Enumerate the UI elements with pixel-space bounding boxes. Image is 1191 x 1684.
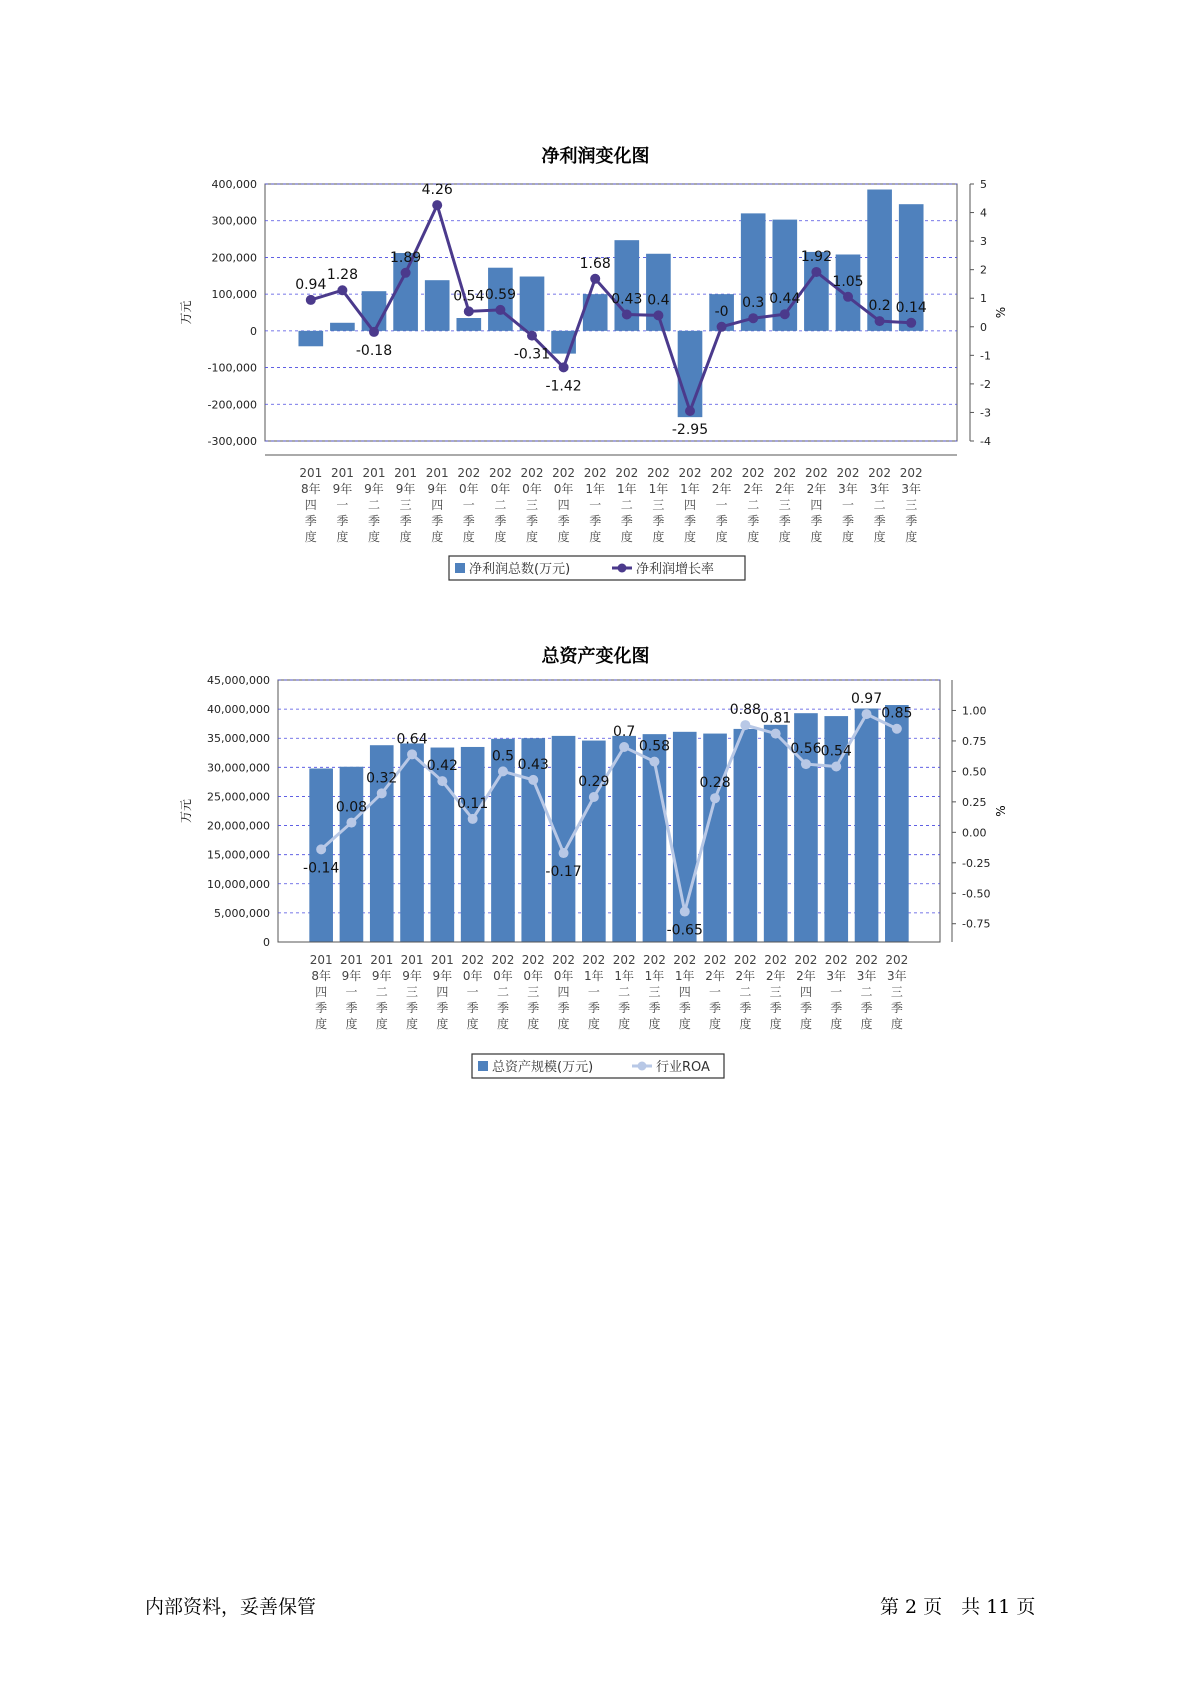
line-point [528, 775, 538, 785]
x-tick-label: 202 1年一季度 [583, 466, 607, 544]
line-point [771, 729, 781, 739]
y2-tick-label: 2 [980, 263, 987, 277]
line-point [559, 362, 569, 372]
line-point [527, 331, 537, 341]
legend-bar-label: 净利润总数(万元) [469, 562, 571, 577]
y2-tick-label: -4 [980, 435, 991, 448]
line-point [432, 200, 442, 210]
line-point [316, 844, 326, 854]
total-assets-chart [0, 630, 1191, 1100]
data-label: 1.28 [326, 267, 358, 284]
data-label: -2.95 [671, 422, 709, 439]
data-label: 0.42 [426, 758, 458, 775]
bar [461, 747, 485, 942]
y-tick-label: 35,000,000 [207, 732, 270, 746]
line-point [740, 720, 750, 730]
legend-line-marker [638, 1062, 647, 1071]
data-label: 0.2 [868, 298, 891, 315]
line-point [906, 318, 916, 328]
data-label: 0.11 [457, 795, 489, 812]
x-tick-label: 201 8年四季度 [299, 466, 323, 544]
x-tick-label: 202 1年二季度 [612, 953, 636, 1031]
data-label: 4.26 [421, 182, 453, 199]
x-tick-label: 202 0年二季度 [491, 953, 515, 1031]
data-label: -0.17 [545, 864, 582, 881]
x-tick-label: 202 1年四季度 [678, 466, 702, 544]
y2-tick-label: -0.75 [962, 917, 991, 931]
y-axis-title: 万元 [179, 300, 193, 325]
bar [456, 318, 481, 331]
line-point [498, 766, 508, 776]
line-point [337, 285, 347, 295]
y-tick-label: -300,000 [207, 435, 257, 448]
data-label: 0.32 [366, 770, 398, 787]
legend-line-label: 行业ROA [656, 1060, 710, 1075]
line-point [862, 709, 872, 719]
line-point [831, 762, 841, 772]
y2-tick-label: -0.50 [962, 887, 991, 901]
line-point [811, 267, 821, 277]
x-tick-label: 202 0年三季度 [520, 466, 544, 544]
y-axis-title: 万元 [179, 798, 193, 824]
x-tick-label: 202 1年三季度 [642, 953, 666, 1031]
x-tick-label: 201 9年一季度 [339, 953, 363, 1031]
bar [703, 734, 727, 942]
data-label: 0.64 [396, 731, 428, 748]
y-tick-label: 100,000 [211, 288, 257, 302]
y2-tick-label: 0.75 [962, 734, 987, 748]
chart-title: 净利润变化图 [541, 146, 650, 167]
line-point [590, 274, 600, 284]
line-point [653, 310, 663, 320]
x-tick-label: 202 0年一季度 [457, 466, 481, 544]
data-label: 0.85 [881, 705, 913, 722]
line-point [369, 327, 379, 337]
y-tick-label: 400,000 [211, 178, 257, 191]
bar [520, 277, 545, 331]
bar [734, 729, 758, 942]
y2-tick-label: -0.25 [962, 856, 991, 870]
y2-tick-label: 0.50 [962, 765, 987, 779]
y2-tick-label: 0.00 [962, 826, 987, 840]
line-point [717, 322, 727, 332]
x-tick-label: 201 9年二季度 [362, 466, 386, 544]
x-tick-label: 202 2年三季度 [773, 466, 797, 544]
data-label: 0.29 [578, 773, 610, 790]
x-tick-label: 201 9年三季度 [400, 953, 424, 1031]
data-label: 0.58 [638, 738, 671, 755]
y-tick-label: -100,000 [207, 361, 257, 375]
x-tick-label: 202 2年二季度 [733, 953, 757, 1031]
x-tick-label: 202 0年四季度 [552, 466, 576, 544]
footer-confidential-note: 内部资料，妥善保管 [145, 1596, 317, 1618]
bar [855, 709, 879, 942]
x-tick-label: 202 0年一季度 [461, 953, 485, 1031]
data-label: -0.14 [303, 860, 340, 877]
line-point [559, 848, 569, 858]
data-label: 0.08 [335, 799, 368, 816]
x-tick-label: 202 3年三季度 [899, 466, 923, 544]
data-label: 0.28 [699, 775, 731, 792]
y2-tick-label: -2 [980, 377, 991, 391]
x-tick-label: 201 9年四季度 [425, 466, 449, 544]
line-point [649, 757, 659, 767]
legend-bar-swatch [478, 1061, 488, 1071]
x-tick-label: 202 1年一季度 [582, 953, 606, 1031]
line-point [437, 776, 447, 786]
y-tick-label: 20,000,000 [207, 819, 270, 833]
line-point [801, 759, 811, 769]
x-tick-label: 202 3年二季度 [855, 953, 879, 1031]
y2-tick-label: 0 [980, 320, 987, 334]
footer-page-number: 第 2 页 共 11 页 [880, 1596, 1036, 1618]
bar [582, 741, 606, 942]
x-tick-label: 202 0年三季度 [521, 953, 545, 1031]
data-label: 0.4 [647, 292, 670, 309]
x-tick-label: 202 2年二季度 [741, 466, 765, 544]
data-label: 0.54 [820, 743, 852, 760]
bar [425, 280, 450, 331]
line-point [401, 268, 411, 278]
data-label: 1.89 [390, 249, 422, 266]
x-tick-label: 201 9年三季度 [394, 466, 418, 544]
line-point [748, 313, 758, 323]
line-point [589, 792, 599, 802]
y2-tick-label: 1 [980, 292, 987, 306]
line-point [875, 316, 885, 326]
y-tick-label: 40,000,000 [207, 703, 270, 717]
line-point [377, 788, 387, 798]
bar [885, 705, 909, 942]
x-tick-label: 202 2年一季度 [710, 466, 734, 544]
x-tick-label: 201 8年四季度 [309, 953, 333, 1031]
x-tick-label: 202 3年一季度 [824, 953, 848, 1031]
y2-tick-label: 4 [980, 206, 987, 220]
data-label: -0 [714, 303, 729, 320]
chart-title: 总资产变化图 [541, 646, 650, 667]
y2-tick-label: -3 [980, 406, 991, 420]
data-label: 0.3 [742, 295, 765, 312]
x-tick-label: 202 0年二季度 [488, 466, 512, 544]
data-label: 0.43 [517, 756, 549, 773]
x-tick-label: 202 3年一季度 [836, 466, 860, 544]
x-tick-label: 202 2年三季度 [764, 953, 788, 1031]
bar [298, 331, 323, 346]
y-tick-label: 300,000 [211, 214, 257, 228]
x-tick-label: 202 1年二季度 [615, 466, 639, 544]
data-label: 0.59 [484, 286, 516, 303]
line-point [780, 309, 790, 319]
x-tick-label: 202 1年四季度 [673, 953, 697, 1031]
data-label: 0.5 [491, 748, 515, 765]
data-label: 1.92 [800, 248, 832, 265]
data-label: -0.18 [355, 342, 393, 359]
x-tick-label: 202 2年四季度 [794, 953, 818, 1031]
bar [764, 725, 788, 942]
legend-bar-label: 总资产规模(万元) [492, 1060, 594, 1075]
y-tick-label: 10,000,000 [207, 877, 270, 891]
y-tick-label: 5,000,000 [214, 906, 270, 920]
data-label: 0.54 [453, 288, 485, 305]
data-label: 0.43 [611, 291, 643, 308]
x-tick-label: 201 9年四季度 [430, 953, 454, 1031]
legend-line-label: 净利润增长率 [636, 562, 715, 577]
line-point [710, 793, 720, 803]
y-tick-label: -200,000 [207, 398, 257, 412]
data-label: 0.88 [729, 702, 761, 719]
data-label: 0.94 [295, 276, 327, 293]
data-label: -1.42 [545, 378, 582, 395]
x-tick-label: 202 3年二季度 [868, 466, 892, 544]
data-label: 1.68 [579, 255, 611, 272]
line-point [468, 814, 478, 824]
line-point [495, 305, 505, 315]
data-label: 0.14 [895, 299, 927, 316]
x-tick-label: 202 2年一季度 [703, 953, 727, 1031]
bar [330, 323, 355, 331]
line-point [407, 749, 417, 759]
line-point [619, 742, 629, 752]
total-assets-chart-svg [0, 630, 1191, 1100]
y2-tick-label: 1.00 [962, 704, 987, 718]
y-tick-label: 0 [250, 324, 257, 338]
x-tick-label: 201 9年一季度 [330, 466, 354, 544]
line-point [685, 406, 695, 416]
data-label: -0.31 [513, 346, 551, 363]
y-tick-label: 45,000,000 [207, 674, 270, 687]
x-tick-label: 202 3年三季度 [885, 953, 909, 1031]
data-label: -0.65 [666, 922, 703, 939]
bar [362, 291, 387, 331]
legend-line-marker [618, 564, 627, 573]
net-profit-chart [0, 130, 1191, 600]
legend-bar-swatch [455, 563, 465, 573]
data-label: 0.44 [769, 291, 801, 308]
data-label: 0.97 [850, 691, 883, 708]
data-label: 0.56 [790, 741, 822, 758]
y-tick-label: 30,000,000 [207, 761, 270, 775]
data-label: 0.81 [760, 710, 792, 727]
line-point [346, 818, 356, 828]
y2-tick-label: 3 [980, 235, 987, 249]
y-tick-label: 200,000 [211, 251, 257, 265]
data-label: 0.7 [613, 724, 636, 741]
line-point [892, 724, 902, 734]
y2-axis-title: % [994, 306, 1008, 319]
y2-tick-label: 5 [980, 178, 987, 191]
x-tick-label: 202 1年三季度 [646, 466, 670, 544]
line-point [464, 306, 474, 316]
line-point [622, 309, 632, 319]
y2-tick-label: -1 [980, 349, 991, 363]
bar [340, 767, 364, 942]
line-point [843, 292, 853, 302]
y-tick-label: 15,000,000 [207, 848, 270, 862]
bar [678, 331, 703, 417]
bar [400, 743, 424, 942]
line-point [680, 907, 690, 917]
x-tick-label: 201 9年二季度 [370, 953, 394, 1031]
y-tick-label: 25,000,000 [207, 790, 270, 804]
x-tick-label: 202 2年四季度 [804, 466, 828, 544]
y-tick-label: 0 [263, 936, 270, 949]
line-point [306, 295, 316, 305]
x-tick-label: 202 0年四季度 [552, 953, 576, 1031]
data-label: 1.05 [832, 273, 864, 290]
y2-tick-label: 0.25 [962, 795, 987, 809]
y2-axis-title: % [994, 805, 1008, 817]
net-profit-chart-svg [0, 130, 1191, 600]
bar [309, 768, 333, 942]
bar [612, 736, 636, 942]
